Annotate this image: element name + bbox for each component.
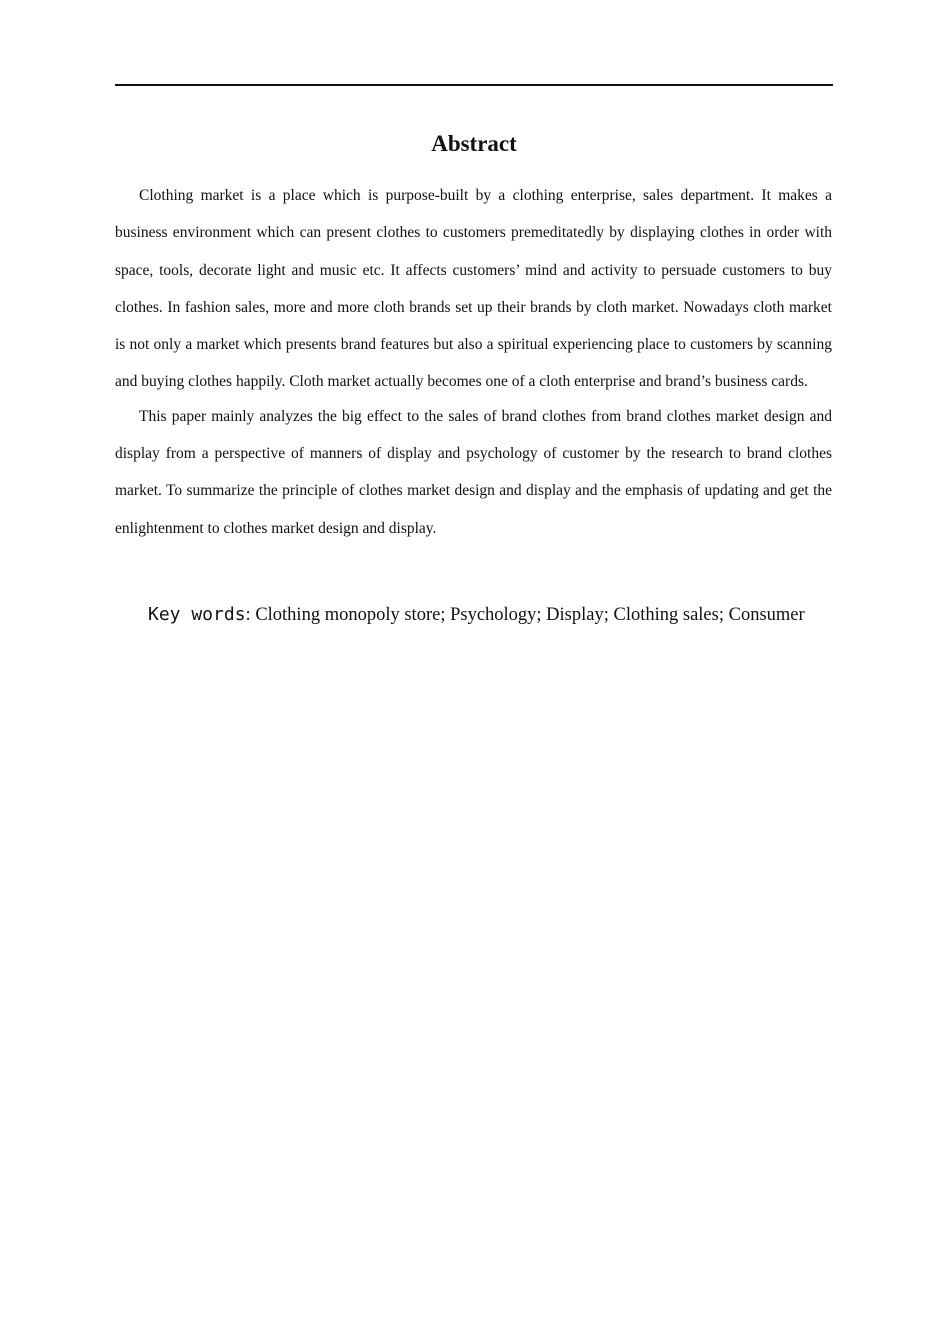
abstract-paragraph-2: This paper mainly analyzes the big effect to the sales of brand clothes from brand clothes market design and display from a perspective of manners of display and psychology of customer by the research to brand clothes market. To summarize the principle of clothes market design and display and the emphasis of updating and get the enlightenment to clothes market design and display.	[115, 407, 832, 537]
keywords-label: Key words	[148, 604, 246, 625]
abstract-title: Abstract	[431, 131, 517, 156]
header-rule	[115, 84, 833, 86]
keywords-separator: :	[245, 605, 256, 625]
keywords-value: Clothing monopoly store; Psychology; Display; Clothing sales; Consumer	[255, 605, 805, 625]
abstract-paragraph-1: Clothing market is a place which is purpose-built by a clothing enterprise, sales department. It makes a business environment which can present clothes to customers premeditatedly by displaying clothes in order with space, tools, decorate light and music etc. It affects customers’ mind and activity to persuade customers to buy clothes. In fashion sales, more and more cloth brands set up their brands by cloth market. Nowadays cloth market is not only a market which presents brand features but also a spiritual experiencing place to customers by scanning and buying clothes happily. Cloth market actually becomes one of a cloth enterprise and brand’s business cards.	[115, 187, 832, 391]
abstract-body	[115, 177, 832, 547]
keywords-line	[148, 600, 848, 630]
